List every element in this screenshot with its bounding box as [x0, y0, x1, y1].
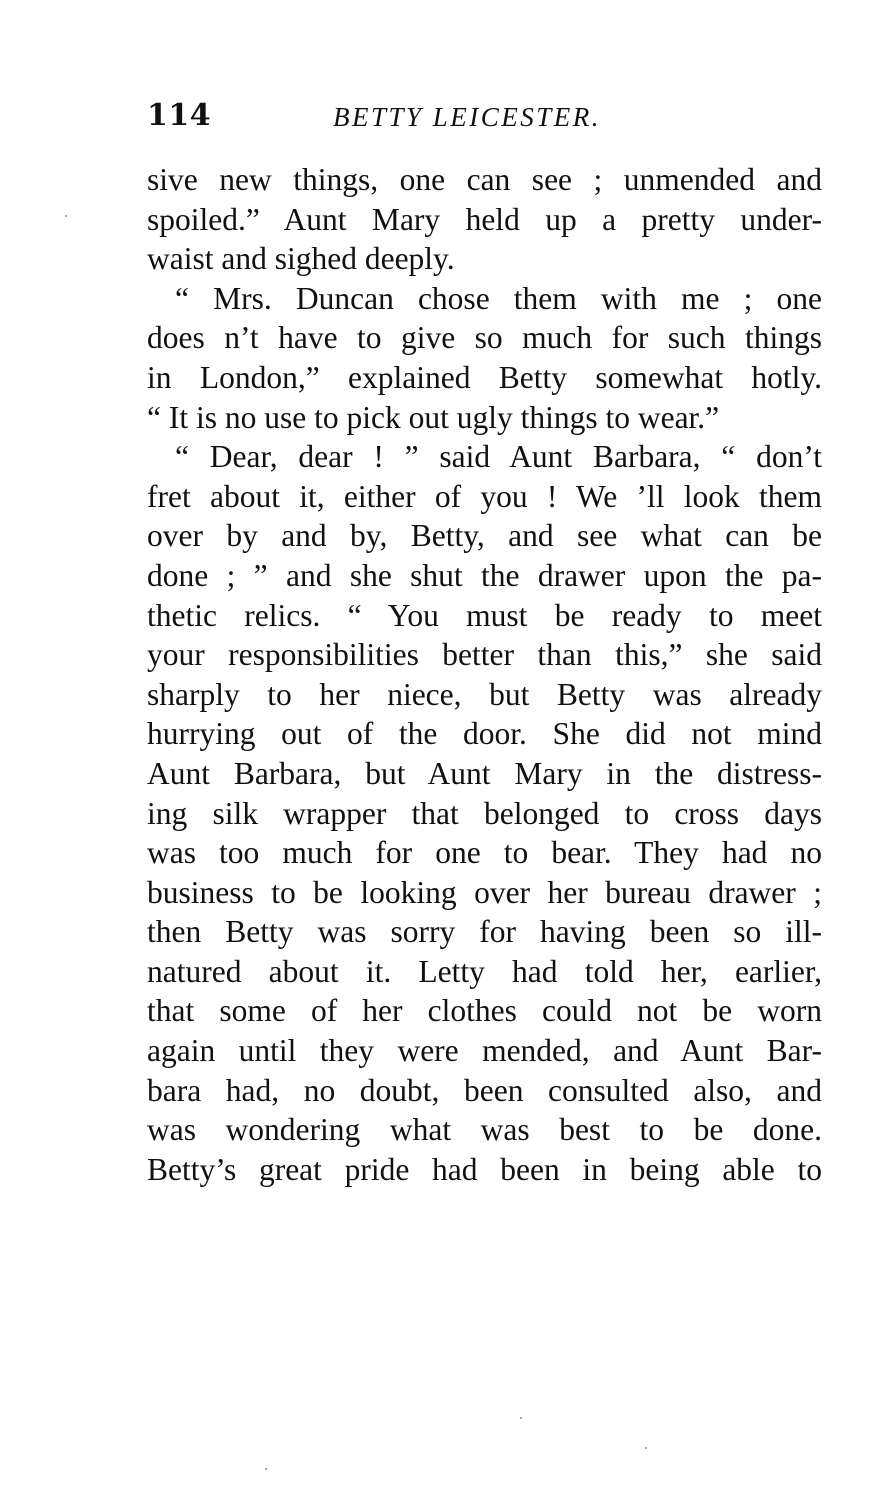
body-text [147, 160, 822, 1189]
text-line: that some of her clothes could not be worn [147, 993, 822, 1029]
text-line: sive new things, one can see ; unmended and [147, 162, 822, 197]
scan-speck [265, 1468, 267, 1470]
text-line: sharply to her niece, but Betty was already [147, 676, 822, 712]
running-head: BETTY LEICESTER. [333, 102, 602, 132]
text-line: thetic relics. “ You must be ready to meet [147, 597, 822, 633]
text-line: your responsibilities better than this,” she said [147, 637, 822, 673]
text-line: natured about it. Letty had told her, earlier, [147, 953, 822, 989]
text-line: does n’t have to give so much for such things [147, 320, 822, 356]
text-line: bara had, no doubt, been consulted also, and [147, 1072, 822, 1108]
text-line: in London,” explained Betty somewhat hotly. [147, 359, 822, 395]
text-line: “ Mrs. Duncan chose them with me ; one [175, 280, 822, 316]
text-line: waist and sighed deeply. [147, 241, 455, 277]
text-line: then Betty was sorry for having been so ill- [147, 914, 822, 950]
page-header [147, 98, 819, 142]
scan-speck [520, 1417, 522, 1419]
page-number: 114 [147, 98, 212, 133]
text-line: hurrying out of the door. She did not mind [147, 716, 822, 752]
text-line: was too much for one to bear. They had no [147, 835, 822, 871]
text-line: again until they were mended, and Aunt Bar- [147, 1033, 822, 1069]
text-line: done ; ” and she shut the drawer upon the pa- [147, 557, 822, 593]
text-line: Aunt Barbara, but Aunt Mary in the distress- [147, 755, 822, 791]
scan-speck [645, 1447, 647, 1449]
text-line: business to be looking over her bureau drawer ; [147, 874, 822, 910]
text-line: fret about it, either of you ! We ’ll look them [147, 478, 822, 514]
text-line: “ It is no use to pick out ugly things to wear.” [147, 399, 720, 435]
text-line: was wondering what was best to be done. [147, 1112, 822, 1148]
scan-speck [65, 215, 67, 217]
text-line: Betty’s great pride had been in being able to [147, 1151, 822, 1187]
text-line: over by and by, Betty, and see what can be [147, 518, 822, 554]
text-line: ing silk wrapper that belonged to cross days [147, 795, 822, 831]
text-line: “ Dear, dear ! ” said Aunt Barbara, “ don’t [175, 439, 822, 475]
text-line: spoiled.” Aunt Mary held up a pretty under- [147, 201, 822, 237]
